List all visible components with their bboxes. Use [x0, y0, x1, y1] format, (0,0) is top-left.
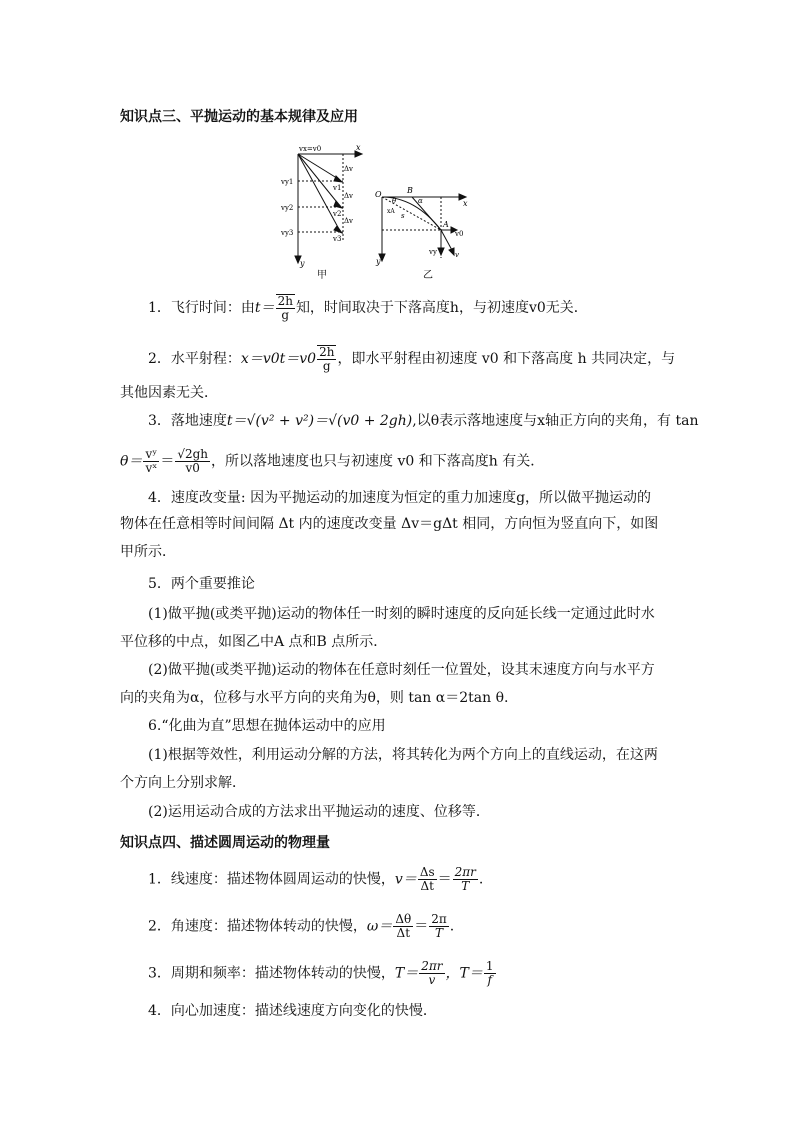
label-vy1: vy1	[281, 178, 294, 186]
item-3-5: 5．两个重要推论	[148, 576, 255, 592]
item-3-2-expr: x＝v0t＝v0	[240, 351, 317, 367]
item-3-2-cont: 其他因素无关．	[120, 385, 218, 401]
item-3-4-line2: 物体在任意相等时间间隔 Δt 内的速度改变量 Δv＝gΔt 相同，方向恒为竖直向下，如图	[120, 516, 659, 532]
item-3-1-post: 知，时间取决于下落高度h，与初速度v0无关．	[295, 300, 588, 316]
item-4-2-f2-num: 2π	[431, 912, 447, 926]
label-v0-right: v0	[455, 230, 464, 238]
item-3-4-line1: 4．速度改变量: 因为平抛运动的加速度为恒定的重力加速度g，所以做平抛运动的	[148, 490, 652, 506]
label-y-right: y	[376, 257, 381, 266]
item-4-2-eq: ＝	[414, 918, 429, 935]
item-4-2-post: .	[449, 918, 455, 935]
item-4-2-frac1	[393, 913, 413, 940]
item-4-3-f1-den: v	[428, 973, 436, 987]
item-3-6: 6.“化曲为直”思想在抛体运动中的应用	[148, 718, 386, 734]
item-3-5-2-line1: (2)做平抛(或类平抛)运动的物体在任意时刻任一位置处，设其末速度方向与水平方	[148, 662, 655, 678]
item-3-2-num: h	[326, 345, 335, 359]
item-4-1-f2-den: T	[461, 879, 470, 893]
item-4-3-frac2	[484, 960, 496, 987]
label-s: s	[401, 212, 405, 220]
item-3-3-f2-num: √2gh	[177, 447, 209, 461]
item-3-5-1-line1: (1)做平抛(或类平抛)运动的物体任一时刻的瞬时速度的反向延长线一定通过此时水	[148, 606, 655, 622]
label-theta: θ	[392, 197, 397, 205]
label-x-left: x	[356, 143, 361, 152]
label-vy2: vy2	[281, 204, 294, 212]
label-dv2: Δv	[344, 192, 354, 200]
item-3-3	[148, 411, 698, 431]
item-4-2-sym: ω＝	[366, 918, 393, 935]
item-4-3-frac1	[419, 960, 444, 987]
item-4-4: 4．向心加速度：描述线速度方向变化的快慢．	[148, 1003, 437, 1019]
label-dv1: Δv	[344, 165, 354, 173]
label-v2: v2	[333, 210, 342, 218]
item-3-3-line2-post: ，所以落地速度也只与初速度 v0 和下落高度h 有关．	[211, 453, 545, 470]
item-4-1-f1-den: Δt	[420, 879, 434, 893]
projectile-diagrams-svg	[275, 140, 495, 282]
item-3-1-expr: t＝	[254, 300, 275, 316]
item-4-3-sym: T＝	[394, 965, 419, 982]
item-4-1	[148, 866, 483, 893]
item-3-2-num-wrap	[317, 345, 336, 360]
label-alpha: α	[418, 197, 423, 205]
item-4-1-frac1	[418, 866, 437, 893]
item-4-3-f2-num: 1	[485, 959, 494, 973]
item-4-3-f1-num: 2πr	[421, 959, 443, 973]
item-4-1-f1-num: Δs	[419, 865, 435, 879]
item-4-1-f2-num: 2πr	[454, 865, 476, 879]
label-y-left: y	[300, 259, 305, 268]
item-3-1	[148, 294, 588, 322]
label-x-right: x	[463, 199, 468, 208]
section-heading-4: 知识点四、描述圆周运动的物理量	[120, 835, 330, 851]
label-v3: v3	[333, 235, 342, 243]
label-v1: v1	[333, 184, 342, 192]
item-3-3-expr: t＝√(v² + v²)＝√(v0 + 2gh)	[226, 413, 413, 429]
label-a: A	[443, 220, 449, 229]
item-3-3-post: ,以θ表示落地速度与x轴正方向的夹角，有 tan	[412, 413, 699, 429]
label-vy3: vy3	[281, 229, 294, 237]
item-3-2-pre: 2．水平射程：	[148, 351, 241, 367]
item-3-5-1-line2: 平位移的中点，如图乙中A 点和B 点所示．	[120, 634, 388, 650]
label-vy-right: vy	[429, 248, 437, 256]
caption-yi: 乙	[423, 270, 433, 281]
item-3-5-2-line2: 向的夹角为α，位移与水平方向的夹角为θ，则 tan α＝2tan θ.	[120, 690, 509, 706]
item-3-6-1-line2: 个方向上分别求解．	[120, 775, 246, 791]
item-3-1-fraction	[276, 294, 295, 322]
item-3-3-f2-den: v0	[185, 461, 200, 475]
item-3-6-2: (2)运用运动合成的方法求出平抛运动的速度、位移等．	[148, 804, 490, 820]
item-3-2-num-pre: 2	[319, 345, 327, 359]
projectile-figure	[275, 140, 495, 286]
item-4-1-post: .	[478, 871, 484, 888]
label-xa: xA	[387, 208, 395, 215]
item-4-1-sym: v＝	[394, 871, 417, 888]
item-4-2-f1-den: Δt	[396, 926, 411, 940]
item-3-1-pre: 1．飞行时间：由	[148, 300, 255, 316]
item-3-4-line3: 甲所示．	[120, 544, 176, 560]
item-4-3-pre: 3．周期和频率：描述物体转动的快慢，	[148, 965, 395, 982]
item-3-3-pre: 3．落地速度	[148, 413, 227, 429]
label-o: O	[375, 190, 382, 199]
section-heading-3: 知识点三、平抛运动的基本规律及应用	[120, 109, 358, 125]
item-4-2-f1-num: Δθ	[395, 912, 412, 926]
label-v-right: v	[455, 251, 459, 259]
item-3-1-den: g	[281, 308, 290, 322]
item-4-1-frac2	[453, 866, 478, 893]
item-3-2-post: ，即水平射程由初速度 v0 和下落高度 h 共同决定，与	[337, 351, 676, 367]
item-4-3-mid: ，T＝	[445, 965, 483, 982]
item-3-3-line2: θ＝ $\frac{\text{vʸ}}{\text{vˣ}}$ ＝ $\frac{√2gh}{v0}$ ，所以落地速度也只与初速度 v0 和下落高度h 有关．	[120, 447, 545, 475]
item-3-6-1-line1: (1)根据等效性，利用运动分解的方法，将其转化为两个方向上的直线运动，在这两	[148, 747, 658, 763]
label-dv3: Δv	[344, 217, 354, 225]
item-3-3-frac2	[175, 448, 210, 475]
caption-jia: 甲	[317, 270, 327, 281]
item-4-1-eq: ＝	[437, 871, 452, 888]
item-3-2-den: g	[322, 359, 331, 373]
item-4-3	[148, 960, 497, 987]
item-4-2-f2-den: T	[434, 926, 443, 940]
item-3-1-num: 2h	[277, 294, 293, 308]
item-3-2-fraction	[317, 345, 336, 373]
label-v0: vx=v0	[299, 145, 322, 153]
item-4-2-frac2	[429, 913, 449, 940]
item-4-3-f2-den: f	[487, 973, 492, 987]
item-3-2	[148, 345, 675, 373]
item-3-3-line2-pre: θ＝	[120, 453, 143, 470]
item-4-1-pre: 1．线速度：描述物体圆周运动的快慢，	[148, 871, 395, 888]
item-4-2-pre: 2．角速度：描述物体转动的快慢，	[148, 918, 367, 935]
item-3-3-f1-num: vʸ	[143, 448, 159, 462]
item-3-3-f1-den: vˣ	[145, 461, 158, 475]
item-3-3-frac1	[143, 448, 159, 475]
label-b: B	[407, 186, 413, 195]
item-4-2	[148, 913, 454, 940]
